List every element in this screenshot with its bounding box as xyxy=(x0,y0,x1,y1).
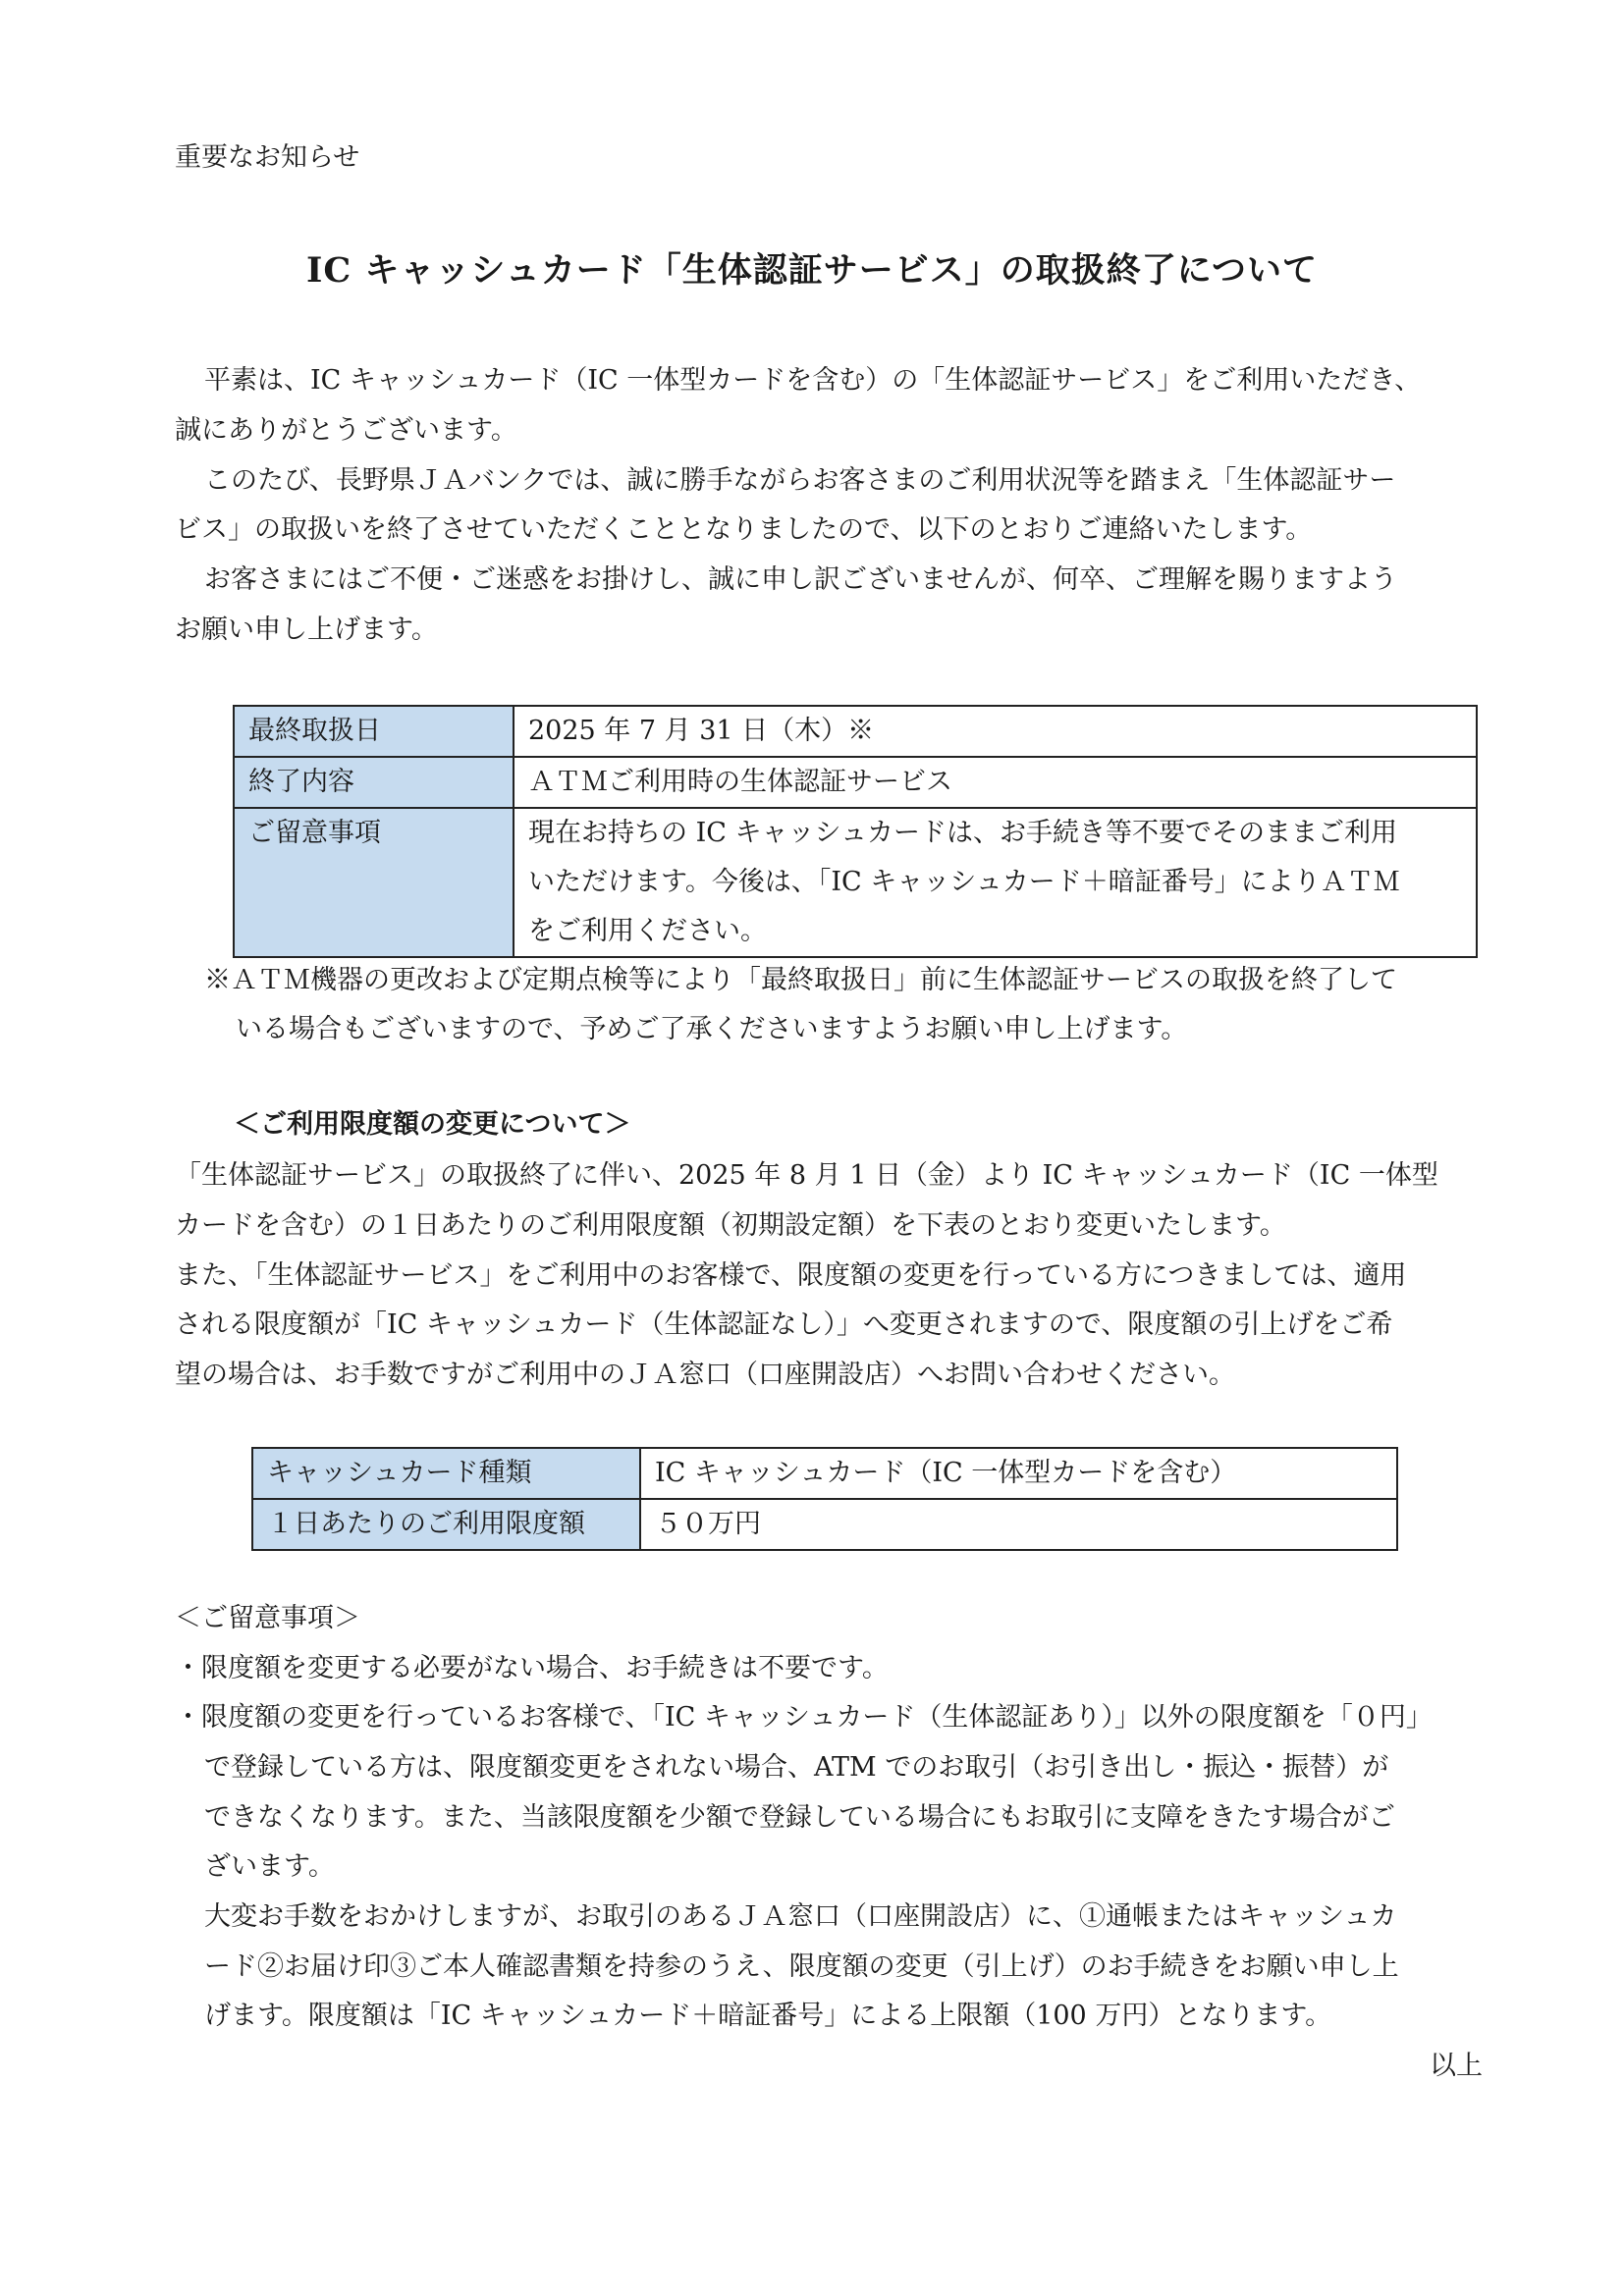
table-label-cell: キャッシュカード種類 xyxy=(252,1448,640,1499)
table-value-line: をご利用ください。 xyxy=(528,916,767,946)
section-line: 「生体認証サービス」の取扱終了に伴い、2025 年 8 月 1 日（金）より IC キャッシュカード（IC 一体型 xyxy=(175,1160,1438,1191)
notes-line: げます。限度額は「IC キャッシュカード＋暗証番号」による上限額（100 万円）となります。 xyxy=(204,2001,1332,2031)
table-value-cell: IC キャッシュカード（IC 一体型カードを含む） xyxy=(640,1448,1397,1499)
table-label-cell: 終了内容 xyxy=(234,757,514,808)
intro-line: ビス」の取扱いを終了させていただくこととなりましたので、以下のとおりご連絡いたします。 xyxy=(175,514,1313,545)
table-value-cell: ５０万円 xyxy=(640,1499,1397,1550)
table-label-cell: ご留意事項 xyxy=(234,808,514,957)
notes-line: で登録している方は、限度額変更をされない場合、ATM でのお取引（お引き出し・振込・振替）が xyxy=(204,1752,1389,1783)
service-end-table xyxy=(233,705,1478,958)
intro-line: このたび、長野県ＪＡバンクでは、誠に勝手ながらお客さまのご利用状況等を踏まえ「生体認証サー xyxy=(204,465,1396,496)
section-line: カードを含む）の１日あたりのご利用限度額（初期設定額）を下表のとおり変更いたします。 xyxy=(175,1210,1286,1241)
table-value-cell xyxy=(514,808,1477,957)
intro-line: 平素は、IC キャッシュカード（IC 一体型カードを含む）の「生体認証サービス」をご利用いただき、 xyxy=(204,365,1422,396)
notes-line: ・限度額を変更する必要がない場合、お手続きは不要です。 xyxy=(175,1653,889,1683)
document-title: IC キャッシュカード「生体認証サービス」の取扱終了について xyxy=(305,250,1319,291)
table-row xyxy=(252,1448,1397,1499)
intro-line: お客さまにはご不便・ご迷惑をお掛けし、誠に申し訳ございませんが、何卒、ご理解を賜りますよう xyxy=(204,564,1397,595)
section-line: される限度額が「IC キャッシュカード（生体認証なし）」へ変更されますので、限度額の引上げをご希 xyxy=(175,1309,1393,1340)
table-value-cell: 2025 年 7 月 31 日（木）※ xyxy=(514,706,1477,757)
table-label-cell: １日あたりのご利用限度額 xyxy=(252,1499,640,1550)
limit-change-heading: ＜ご利用限度額の変更について＞ xyxy=(234,1109,631,1140)
notes-line: 大変お手数をおかけしますが、お取引のあるＪＡ窓口（口座開設店）に、①通帳またはキャッシュカ xyxy=(204,1901,1397,1932)
table-value-line: 現在お持ちの IC キャッシュカードは、お手続き等不要でそのままご利用 xyxy=(528,818,1397,848)
notes-line: ・限度額の変更を行っているお客様で、「IC キャッシュカード（生体認証あり）」以外の限度額を「０円」 xyxy=(175,1702,1433,1733)
table-value-cell: ＡＴＭご利用時の生体認証サービス xyxy=(514,757,1477,808)
intro-line: 誠にありがとうございます。 xyxy=(175,415,517,446)
limit-table xyxy=(251,1447,1398,1551)
note-line: いる場合もございますので、予めご了承くださいますようお願い申し上げます。 xyxy=(236,1014,1188,1044)
table-row xyxy=(234,757,1477,808)
table-row xyxy=(234,808,1477,957)
note-line: ※ＡＴＭ機器の更改および定期点検等により「最終取扱日」前に生体認証サービスの取扱を終了して xyxy=(204,965,1397,995)
notes-heading: ＜ご留意事項＞ xyxy=(175,1603,360,1633)
closing-text: 以上 xyxy=(1430,2051,1483,2081)
table-label-cell: 最終取扱日 xyxy=(234,706,514,757)
table-row xyxy=(252,1499,1397,1550)
table-row xyxy=(234,706,1477,757)
notes-line: ざいます。 xyxy=(204,1851,335,1882)
section-line: 望の場合は、お手数ですがご利用中のＪＡ窓口（口座開設店）へお問い合わせください。 xyxy=(175,1360,1235,1390)
notes-line: ード②お届け印③ご本人確認書類を持参のうえ、限度額の変更（引上げ）のお手続きをお願い申し上 xyxy=(204,1951,1399,1982)
intro-line: お願い申し上げます。 xyxy=(175,614,438,645)
table-value-line: いただけます。今後は、「IC キャッシュカード＋暗証番号」によりＡＴＭ xyxy=(528,867,1400,897)
notes-line: できなくなります。また、当該限度額を少額で登録している場合にもお取引に支障をきたす場合がご xyxy=(204,1802,1395,1833)
section-line: また、「生体認証サービス」をご利用中のお客様で、限度額の変更を行っている方につきましては、適用 xyxy=(175,1260,1407,1291)
important-notice-label: 重要なお知らせ xyxy=(175,142,360,173)
